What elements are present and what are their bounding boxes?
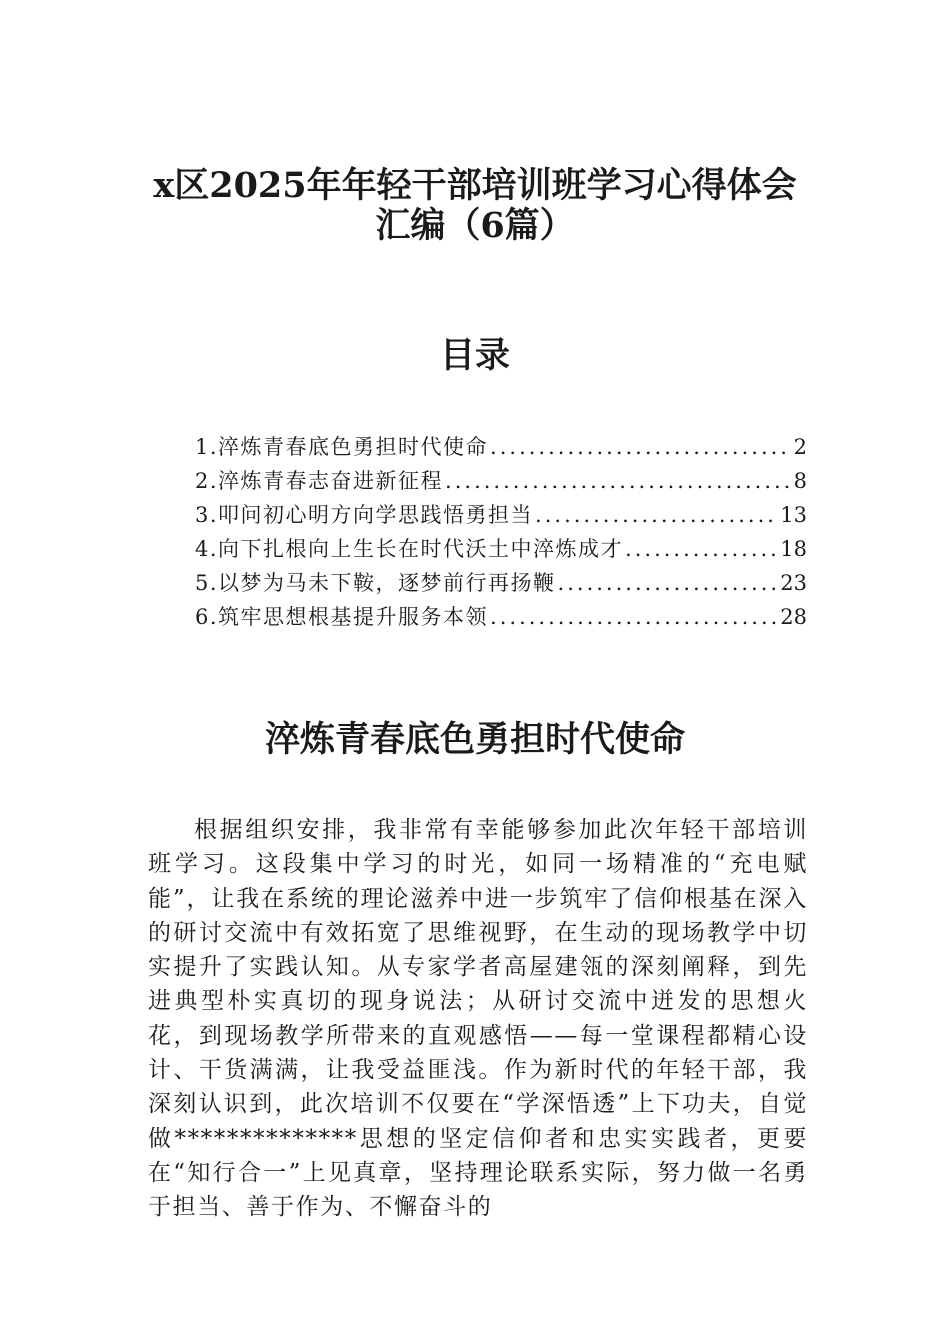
- toc-entry-page: 2: [793, 435, 807, 459]
- toc-entry-page: 8: [793, 469, 807, 493]
- toc-leader-dots: [625, 532, 778, 566]
- document-title-line-2: 汇编（6篇）: [375, 205, 575, 246]
- toc-entry-text: 3.叩问初心明方向学思践悟勇担当: [195, 503, 534, 527]
- document-title-line-1: x区2025年年轻干部培训班学习心得体会: [153, 165, 797, 206]
- toc-entry-page: 28: [780, 605, 807, 629]
- toc-entry[interactable]: [195, 600, 807, 634]
- body-paragraph: 根据组织安排，我非常有幸能够参加此次年轻干部培训班学习。这段集中学习的时光，如同一场精准的“充电赋能”，让我在系统的理论滋养中进一步筑牢了信仰根基在深入的研讨交流中有效拓宽了思维视野，在生动的现场教学中切实提升了实践认知。从专家学者高屋建瓴的深刻阐释，到先进典型朴实真切的现身说法；从研讨交流中迸发的思想火花，到现场教学所带来的直观感悟——每一堂课程都精心设计、干货满满，让我受益匪浅。作为新时代的年轻干部，我深刻认识到，此次培训不仅要在“学深悟透”上下功夫，自觉做**************思想的坚定信仰者和忠实实践者，更要在“知行合一”上见真章，坚持理论联系实际，努力做一名勇于担当、善于作为、不懈奋斗的: [148, 817, 808, 1221]
- toc-entry-text: 6.筑牢思想根基提升服务本领: [195, 605, 489, 629]
- toc-leader-dots: [535, 498, 778, 532]
- toc-entry-text: 5.以梦为马未下鞍，逐梦前行再扬鞭: [195, 571, 556, 595]
- toc-leader-dots: [490, 600, 778, 634]
- toc-entry-page: 13: [780, 503, 807, 527]
- toc-entry-text: 2.淬炼青春志奋进新征程: [195, 469, 444, 493]
- toc-entry[interactable]: [195, 532, 807, 566]
- toc-entry[interactable]: [195, 498, 807, 532]
- toc-entry[interactable]: [195, 464, 807, 498]
- toc-entry-text: 4.向下扎根向上生长在时代沃土中淬炼成才: [195, 537, 624, 561]
- section-title: 淬炼青春底色勇担时代使命: [264, 719, 685, 760]
- toc-leader-dots: [558, 566, 779, 600]
- toc-entry-page: 18: [780, 537, 807, 561]
- table-of-contents: [195, 430, 807, 634]
- toc-leader-dots: [490, 430, 792, 464]
- toc-entry[interactable]: [195, 430, 807, 464]
- toc-entry-text: 1.淬炼青春底色勇担时代使命: [195, 435, 489, 459]
- toc-heading: 目录: [439, 335, 510, 376]
- toc-entry[interactable]: [195, 566, 807, 600]
- toc-entry-page: 23: [780, 571, 807, 595]
- toc-leader-dots: [445, 464, 792, 498]
